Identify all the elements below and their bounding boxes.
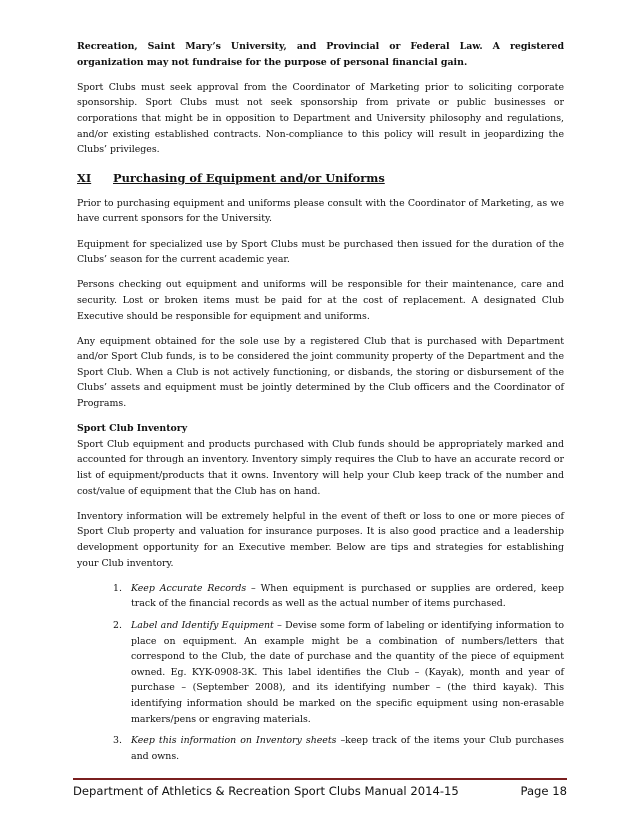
section-heading xyxy=(77,170,564,186)
list-item xyxy=(113,733,564,764)
list-item-body: – When equipment is purchased or supplies are ordered, keep track of the financial records as well as the actual number of items purchased. xyxy=(131,582,564,610)
list-item-text xyxy=(131,581,564,612)
intro-bold-paragraph: Recreation, Saint Mary’s University, and Provincial or Federal Law. A registered organization may not fundraise for the purpose of personal financial gain. xyxy=(77,41,564,68)
list-item-label: Keep this information on Inventory sheets xyxy=(131,735,337,747)
section-paragraph-4: Any equipment obtained for the sole use by a registered Club that is purchased with Department and/or Sport Club funds, is to be considered the joint community property of the Department and the Sport Club. When a Club is not actively functioning, or disbands, the storing or disbursement of the Clubs’ assets and equipment must be jointly determined by the Club officers and the Coordinator of Programs. xyxy=(77,335,564,410)
sponsorship-paragraph: Sport Clubs must seek approval from the Coordinator of Marketing prior to soliciting corporate sponsorship. Sport Clubs must not seek sponsorship from private or public businesses or corporations that might be in opposition to Department and University philosophy and regulations, and/or existing established contracts. Non-compliance to this policy will result in jeopardizing the Clubs’ privileges. xyxy=(77,81,564,156)
list-item xyxy=(113,581,564,612)
page-content xyxy=(77,39,564,770)
section-paragraph-3: Persons checking out equipment and uniforms will be responsible for their maintenance, care and security. Lost or broken items must be paid for at the cost of replacement. A designated Club Executive should be responsible for equipment and uniforms. xyxy=(77,279,564,322)
list-item-text xyxy=(131,733,564,764)
list-item-text xyxy=(131,618,564,727)
page-number: Page 18 xyxy=(520,784,567,798)
section-paragraph-1: Prior to purchasing equipment and uniforms please consult with the Coordinator of Marketing, as we have current sponsors for the University. xyxy=(77,197,564,225)
section-number: XI xyxy=(77,170,92,185)
list-item-label: Keep Accurate Records xyxy=(131,582,247,594)
inventory-paragraph-1: Sport Club equipment and products purchased with Club funds should be appropriately marked and accounted for through an inventory. Inventory simply requires the Club to have an accurate record or list of equipment/products that it owns. Inventory will help your Club keep track of the number and cost/value of equipment that the Club has on hand. xyxy=(77,438,564,497)
list-item-number: 3. xyxy=(113,735,122,747)
list-item-number: 1. xyxy=(113,582,122,594)
list-item-label: Label and Identify Equipment xyxy=(131,619,274,631)
list-item xyxy=(113,618,564,727)
footer-title: Department of Athletics & Recreation Sport Clubs Manual 2014-15 xyxy=(73,784,459,798)
section-paragraph-2: Equipment for specialized use by Sport Clubs must be purchased then issued for the duration of the Clubs’ season for the current academic year. xyxy=(77,238,564,266)
page-footer xyxy=(73,778,567,800)
list-item-body: – Devise some form of labeling or identifying information to place on equipment. An example might be a combination of numbers/letters that correspond to the Club, the date of purchase and the quantity of the piece of equipment owned. Eg. KYK-0908-3K. This label identifies the Club – (Kayak), month and year of purchase – (September 2008), and its identifying number – (the third kayak). This identifying information should be marked on the specific equipment using non-erasable markers/pens or engraving materials. xyxy=(131,619,565,725)
list-item-number: 2. xyxy=(113,619,122,631)
section-title: Purchasing of Equipment and/or Uniforms xyxy=(113,170,385,185)
list-item-body: –keep track of the items your Club purchases and owns. xyxy=(131,735,564,762)
inventory-heading: Sport Club Inventory xyxy=(77,423,188,435)
inventory-paragraph-2: Inventory information will be extremely helpful in the event of theft or loss to one or more pieces of Sport Club property and valuation for insurance purposes. It is also good practice and a leadership development opportunity for an Executive member. Below are tips and strategies for establishing your Club inventory. xyxy=(77,510,564,569)
inventory-tips-list xyxy=(77,581,564,765)
